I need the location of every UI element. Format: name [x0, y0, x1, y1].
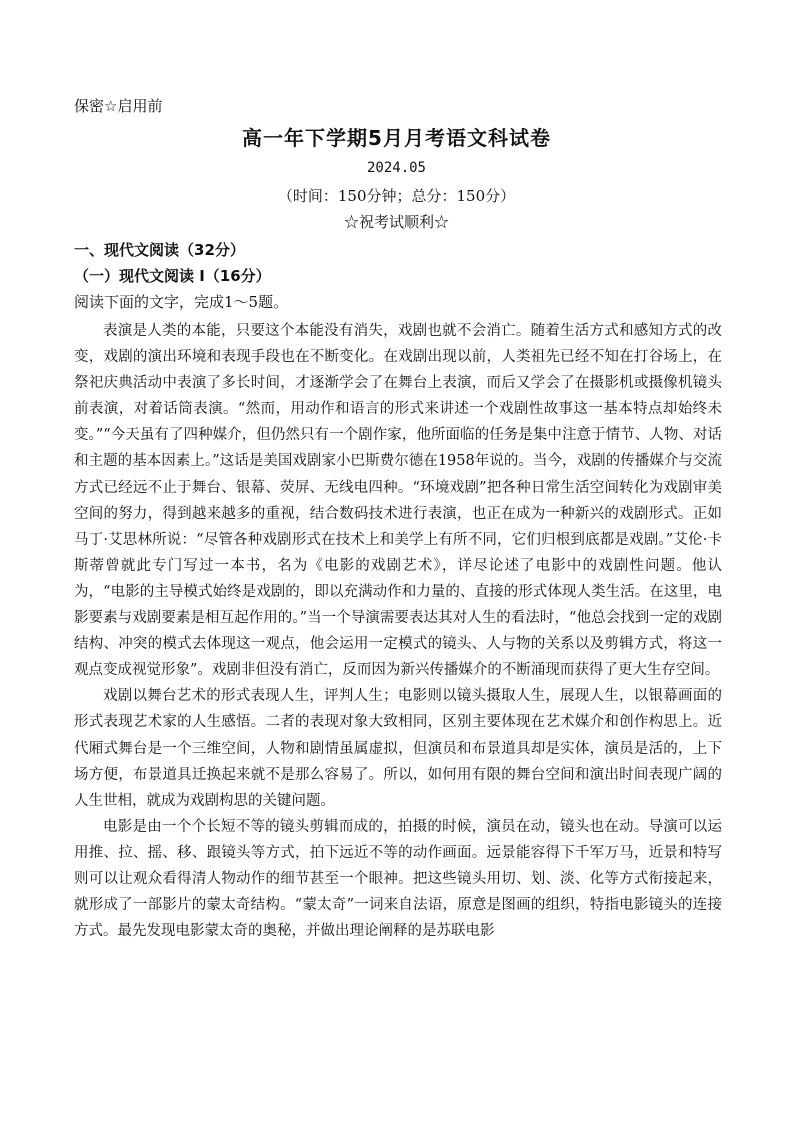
passage-paragraph-1: 表演是人类的本能，只要这个本能没有消失，戏剧也就不会消亡。随着生活方式和感知方式的改变，戏剧的演出环境和表现手段也在不断变化。在戏剧出现以前，人类祖先已经不知在打谷场上，在祭祀庆典活动中表演了多长时间，才逐渐学会了在舞台上表演，而后又学会了在摄影机或摄像机镜头前表演，对着话筒表演。“然而，用动作和语言的形式来讲述一个戏剧性故事这一基本特点却始终未变。”“今天虽有了四种媒介，但仍然只有一个剧作家，他所面临的任务是集中注意于情节、人物、对话和主题的基本因素上。”这话是美国戏剧家小巴斯费尔德在1958年说的。当今，戏剧的传播媒介与交流方式已经远不止于舞台、银幕、荧屏、无线电四种。“环境戏剧”把各种日常生活空间转化为戏剧审美空间的努力，得到越来越多的重视，结合数码技术进行表演，也正在成为一种新兴的戏剧形式。正如马丁·艾思林所说：“尽管各种戏剧形式在技术上和美学上有所不同，它们归根到底都是戏剧。”艾伦·卡斯蒂曾就此专门写过一本书，名为《电影的戏剧艺术》，详尽论述了电影中的戏剧性问题。他认为，“电影的主导模式始终是戏剧的，即以充满动作和力量的、直接的形式体现人类生活。在这里，电影要素与戏剧要素是相互起作用的。”当一个导演需要表达其对人生的看法时，“他总会找到一定的戏剧结构、冲突的模式去体现这一观点，他会运用一定模式的镜头、人与物的关系以及剪辑方式，将这一观点变成视觉形象”。戏剧非但没有消亡，反而因为新兴传播媒介的不断涌现而获得了更大生存空间。	[74, 323, 722, 679]
exam-title: 高一年下学期5月月考语文科试卷	[242, 126, 551, 150]
exam-wish: ☆祝考试顺利☆	[343, 213, 449, 231]
section-heading: 一、现代文阅读（32分）	[74, 241, 245, 259]
exam-date: 2024.05	[366, 160, 426, 176]
reading-instruction: 阅读下面的文字，完成1～5题。	[74, 293, 289, 311]
passage-paragraph-2: 戏剧以舞台艺术的形式表现人生，评判人生；电影则以镜头摄取人生，展现人生，以银幕画面的形式表现艺术家的人生感悟。二者的表现对象大致相同，区别主要体现在艺术媒介和创作构思上。近代厢式舞台是一个三维空间，人物和剧情虽属虚拟，但演员和布景道具却是实体，演员是活的，上下场方便，布景道具迁换起来就不是那么容易了。所以，如何用有限的舞台空间和演出时间表现广阔的人生世相，就成为戏剧构思的关键问题。	[74, 688, 722, 809]
confidential-label: 保密☆启用前	[74, 97, 163, 115]
passage-paragraph-3: 电影是由一个个长短不等的镜头剪辑而成的，拍摄的时候，演员在动，镜头也在动。导演可以运用推、拉、摇、移、跟镜头等方式，拍下远近不等的动作画面。远景能容得下千军万马，近景和特写则可以让观众看得清人物动作的细节甚至一个眼神。把这些镜头用切、划、淡、化等方式衔接起来，就形成了一部影片的蒙太奇结构。“蒙太奇”一词来自法语，原意是图画的组织，特指电影镜头的连接方式。最先发现电影蒙太奇的奥秘，并做出理论阐释的是苏联电影	[74, 818, 722, 940]
exam-time-info: （时间：150分钟；总分：150分）	[277, 187, 516, 205]
reading-passage	[74, 318, 722, 944]
subsection-heading: （一）现代文阅读 I（16分）	[74, 267, 271, 285]
